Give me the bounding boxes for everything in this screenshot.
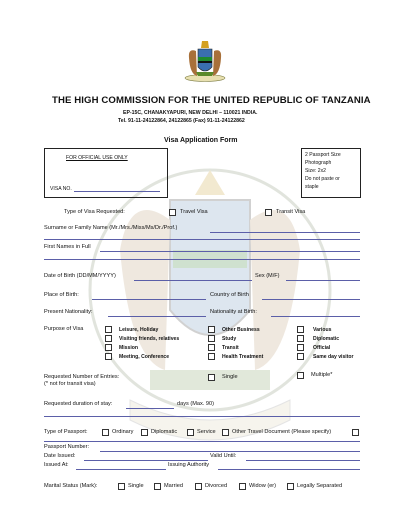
marital-single-label: Single [128,483,144,489]
mission-label: Mission [119,345,138,351]
dob-label: Date of Birth (DD/MM/YYYY) [44,273,116,279]
passport-number-label: Passport Number: [44,444,90,450]
same-day-checkbox[interactable] [297,353,304,360]
various-checkbox[interactable] [297,326,304,333]
duration-label: Requested duration of stay: [44,401,113,407]
transit-purpose-label: Transit [222,345,239,351]
visa-no-label: VISA NO. [50,186,72,192]
photo-line-3: Size: 2x2 [305,168,326,174]
ordinary-label: Ordinary [112,429,134,435]
same-day-label: Same day visitor [313,354,354,360]
sex-field[interactable] [286,280,360,281]
visiting-label: Visiting friends, relatives [119,336,180,342]
valid-until-field[interactable] [246,460,360,461]
duration-days-label: days (Max. 90) [177,401,214,407]
divorced-label: Divorced [205,483,228,489]
separated-label: Legally Separated [297,483,343,489]
photo-line-2: Photograph [305,160,332,166]
study-label: Study [222,336,237,342]
issued-at-label: Issued At: [44,462,69,468]
leisure-checkbox[interactable] [105,326,112,333]
study-checkbox[interactable] [208,335,215,342]
photo-line-5: staple [305,184,319,190]
multiple-entry-checkbox[interactable] [297,372,304,379]
travel-visa-checkbox[interactable] [169,209,176,216]
separated-checkbox[interactable] [287,483,294,490]
date-issued-field[interactable] [84,460,208,461]
issued-at-field[interactable] [76,469,166,470]
official-label: Official [313,345,331,351]
nationality-at-birth-label: Nationality at Birth: [210,309,257,315]
photo-line-1: 2 Passport Size [305,152,341,158]
photo-line-4: Do not paste or [305,176,340,182]
entries-label: Requested Number of Entries: [44,374,120,380]
place-of-birth-field[interactable] [92,299,206,300]
travel-visa-label: Travel Visa [180,209,208,215]
duration-field-2[interactable] [44,416,360,417]
official-use-label: FOR OFFICIAL USE ONLY [66,155,128,161]
diplomatic-passport-label: Diplomatic [151,429,178,435]
various-label: Various [313,327,332,333]
marital-status-label: Marital Status (Mark): [44,483,98,489]
purpose-label: Purpose of Visa [44,326,84,332]
issuing-authority-label: Issuing Authority [168,462,210,468]
transit-purpose-checkbox[interactable] [208,344,215,351]
other-document-specify-box[interactable] [352,429,359,436]
first-names-label: First Names in Full [44,244,91,250]
marital-single-checkbox[interactable] [118,483,125,490]
health-label: Health Treatment [222,354,264,360]
transit-visa-label: Transit Visa [276,209,306,215]
present-nationality-label: Present Nationality: [44,309,93,315]
first-names-field-2[interactable] [44,259,360,260]
embassy-title: THE HIGH COMMISSION FOR THE UNITED REPUBLIC OF TANZANIA [52,95,371,106]
visa-no-field[interactable] [74,191,160,192]
official-checkbox[interactable] [297,344,304,351]
service-label: Service [197,429,216,435]
coat-of-arms-emblem [182,40,228,82]
entries-note: (* not for transit visa) [44,381,96,387]
first-names-field[interactable] [100,251,360,252]
date-issued-label: Date Issued: [44,453,76,459]
duration-field[interactable] [126,408,174,409]
single-entry-checkbox[interactable] [208,374,215,381]
present-nationality-field[interactable] [108,316,206,317]
visa-type-label: Type of Visa Requested: [64,209,125,215]
issuing-authority-field[interactable] [218,469,360,470]
nationality-at-birth-field[interactable] [271,316,360,317]
country-of-birth-label: Country of Birth [210,292,249,298]
embassy-phone: Tel. 91-11-24122864, 24122865 (Fax) 91-11-24122862 [118,118,245,124]
single-entry-label: Single [222,374,238,380]
country-of-birth-field[interactable] [262,299,360,300]
form-title: Visa Application Form [164,137,238,144]
divorced-checkbox[interactable] [195,483,202,490]
surname-field-2[interactable] [44,239,360,240]
widow-checkbox[interactable] [239,483,246,490]
diplomatic-purpose-checkbox[interactable] [297,335,304,342]
transit-visa-checkbox[interactable] [265,209,272,216]
married-label: Married [164,483,183,489]
service-checkbox[interactable] [187,429,194,436]
sex-label: Sex (M/F) [255,273,280,279]
meeting-checkbox[interactable] [105,353,112,360]
passport-number-field[interactable] [100,451,360,452]
passport-divider [44,441,360,442]
embassy-address: EP-15C, CHANAKYAPURI, NEW DELHI – 110021 INDIA. [123,110,258,116]
diplomatic-purpose-label: Diplomatic [313,336,340,342]
other-document-label: Other Travel Document (Please specify) [232,429,332,435]
place-of-birth-label: Place of Birth: [44,292,79,298]
dob-field[interactable] [134,280,252,281]
health-checkbox[interactable] [208,353,215,360]
surname-label: Surname or Family Name (Mr./Mrs./Miss/Ms/Dr./Prof.) [44,225,178,231]
widow-label: Widow (er) [249,483,277,489]
surname-field[interactable] [210,232,360,233]
ordinary-checkbox[interactable] [102,429,109,436]
visiting-checkbox[interactable] [105,335,112,342]
mission-checkbox[interactable] [105,344,112,351]
passport-type-label: Type of Passport: [44,429,88,435]
diplomatic-passport-checkbox[interactable] [141,429,148,436]
other-business-checkbox[interactable] [208,326,215,333]
valid-until-label: Valid Until: [210,453,237,459]
multiple-entry-label: Multiple* [311,372,333,378]
meeting-label: Meeting, Conference [119,354,170,360]
leisure-label: Leisure, Holiday [119,327,159,333]
married-checkbox[interactable] [154,483,161,490]
other-business-label: Other Business [222,327,260,333]
other-document-checkbox[interactable] [222,429,229,436]
